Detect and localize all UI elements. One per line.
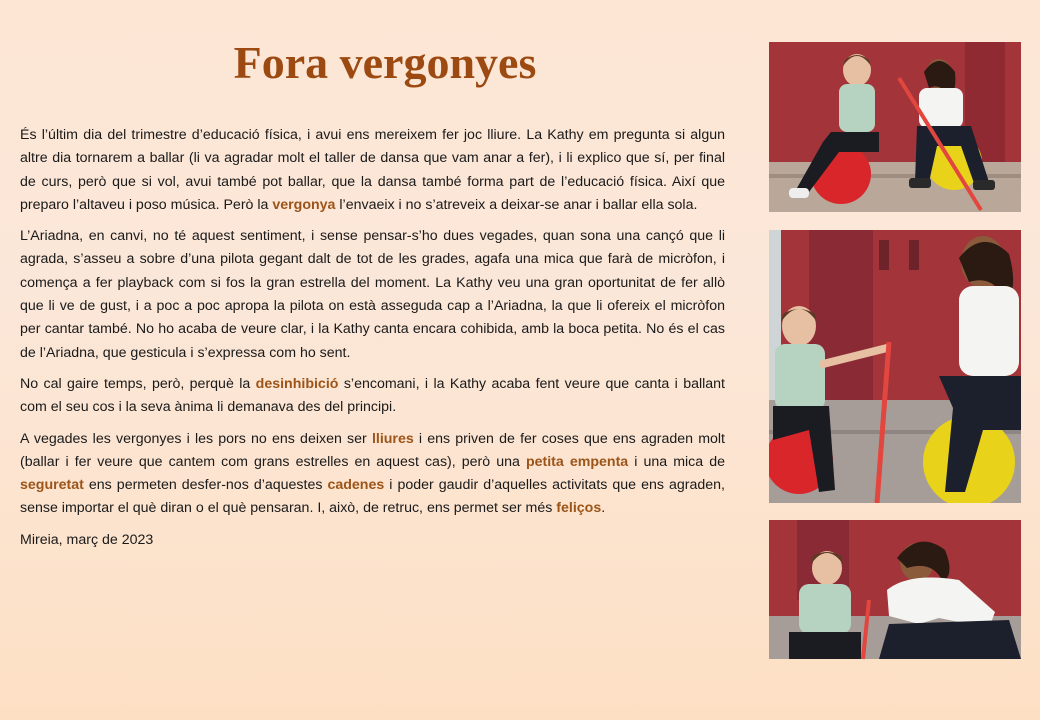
paragraph-text: l’envaeix i no s’atreveix a deixar-se anar i ballar ella sola.	[335, 196, 698, 213]
paragraph-text: ens permeten desfer-nos d’aquestes	[83, 477, 328, 494]
highlight-lliures: lliures	[371, 430, 414, 447]
highlight-vergonya: vergonya	[272, 196, 336, 213]
paragraph-text: A vegades les vergonyes i les pors no ens deixen ser	[20, 430, 372, 447]
photo-girls-on-balls	[769, 42, 1021, 212]
paragraph-2: L’Ariadna, en canvi, no té aquest sentiment, i sense pensar-s’ho dues vegades, quan sona una cançó que li agrada, s’asseu a sobre d’una pilota gegant dalt de tot de les grades, agafa una mica que farà de micròfon, i comença a fer playback com si fos la gran estrella del moment. La Kathy veu una gran oportunitat de fer allò que li ve de gust, i a poc a poc apropa la pilota on està asseguda cap a l’Ariadna, la que li ofereix el micròfon per cantar també. No ho acaba de veure clar, i la Kathy canta encara cohibida, amb la boca petita. No és el cas de l’Ariadna, que gesticula i s’expressa com ho sent.	[20, 228, 725, 361]
signature: Mireia, març de 2023	[20, 531, 154, 548]
paragraph-text: i poder gaudir d’aquelles activitats que ens agraden, sense importar el què diran o el què pensaran. I, això, de retruc, ens permet ser més	[20, 477, 725, 517]
highlight-felicos: feliços	[556, 500, 602, 517]
photo-girls-singing	[769, 230, 1021, 503]
paragraph-text: És l’últim dia del trimestre d’educació física, i avui ens mereixem fer joc lliure. La Kathy em pregunta si algun altre dia tornarem a ballar (li va agradar molt el taller de dansa que vam anar a fer), i li explico que sí, per final de curs, però que si vol, avui també pot ballar, que la dansa també forma part de l’educació física. Així que preparo l’altaveu i poso música. Però la	[20, 127, 725, 213]
highlight-desinhibicio: desinhibició	[255, 375, 339, 392]
paragraph-1	[20, 124, 725, 217]
paragraph-3	[20, 373, 725, 420]
article-body	[20, 124, 725, 560]
paragraph-text: i ens priven de fer coses que ens agraden molt (ballar i fer veure que cantem com grans estrelles en aquest cas), però una	[20, 430, 725, 470]
photo-girls-laughing	[769, 520, 1021, 659]
paragraph-text: s’encomani, i la Kathy acaba fent veure que canta i ballant com el seu cos i la seva ànima li demanava des del principi.	[20, 375, 725, 416]
highlight-seguretat: seguretat	[20, 477, 84, 494]
paragraph-4	[20, 428, 725, 521]
paragraph-text: i una mica de	[628, 453, 725, 470]
paragraph-text: .	[601, 500, 606, 517]
page-title: Fora vergonyes	[233, 37, 537, 88]
highlight-petita-empenta: petita empenta	[525, 453, 629, 470]
highlight-cadenes: cadenes	[327, 477, 385, 494]
paragraph-text: No cal gaire temps, però, perquè la	[20, 375, 256, 392]
